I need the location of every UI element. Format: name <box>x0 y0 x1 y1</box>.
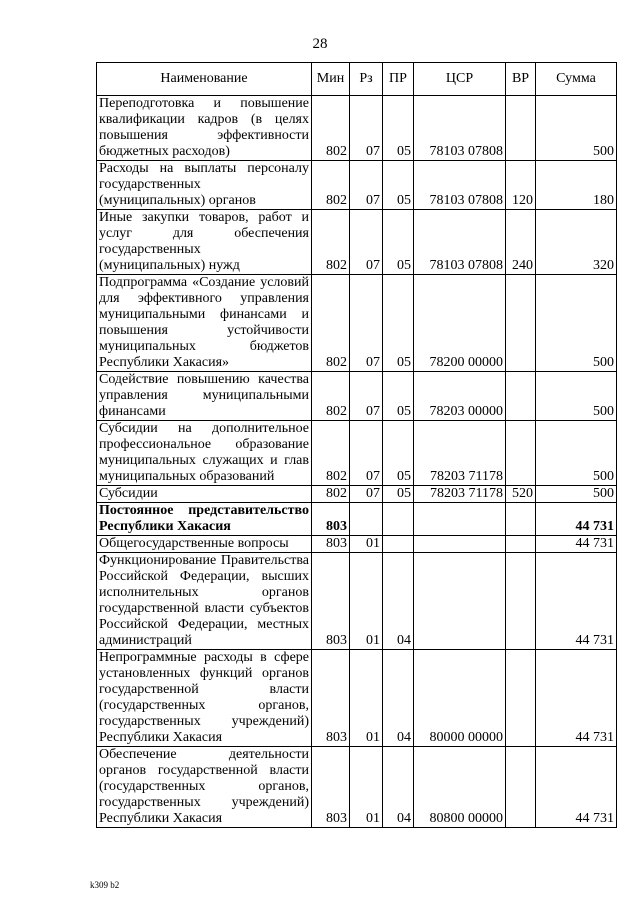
cell-vr <box>506 96 536 161</box>
cell-min: 802 <box>312 210 350 275</box>
cell-rz: 01 <box>350 747 383 828</box>
cell-sum: 500 <box>536 486 617 503</box>
cell-sum: 44 731 <box>536 650 617 747</box>
cell-pr: 05 <box>383 421 414 486</box>
cell-pr: 04 <box>383 747 414 828</box>
page-number: 28 <box>312 36 328 52</box>
cell-name: Расходы на выплаты персоналу государственных (муниципальных) органов <box>97 161 312 210</box>
cell-pr: 05 <box>383 372 414 421</box>
header-vr: ВР <box>506 63 536 96</box>
cell-name: Субсидии <box>97 486 312 503</box>
cell-csr: 78203 71178 <box>414 421 506 486</box>
cell-sum: 44 731 <box>536 553 617 650</box>
cell-pr: 04 <box>383 553 414 650</box>
cell-pr: 05 <box>383 486 414 503</box>
cell-min: 802 <box>312 161 350 210</box>
cell-csr: 78103 07808 <box>414 210 506 275</box>
budget-table <box>96 62 617 828</box>
cell-min: 802 <box>312 96 350 161</box>
cell-csr: 80000 00000 <box>414 650 506 747</box>
cell-name: Обеспечение деятельности органов государственной власти (государственных органов, государственных учреждений) Республики Хакасия <box>97 747 312 828</box>
cell-pr: 05 <box>383 275 414 372</box>
cell-name: Общегосударственные вопросы <box>97 536 312 553</box>
cell-sum: 320 <box>536 210 617 275</box>
table-row <box>97 553 617 650</box>
table-row <box>97 536 617 553</box>
cell-csr: 78203 71178 <box>414 486 506 503</box>
cell-sum: 44 731 <box>536 503 617 536</box>
footer-code: k309 b2 <box>90 880 120 890</box>
cell-name: Постоянное представительство Республики Хакасия <box>97 503 312 536</box>
table-row <box>97 275 617 372</box>
table-row <box>97 421 617 486</box>
cell-rz: 07 <box>350 210 383 275</box>
cell-pr: 05 <box>383 161 414 210</box>
cell-sum: 500 <box>536 372 617 421</box>
cell-min: 803 <box>312 536 350 553</box>
cell-vr: 120 <box>506 161 536 210</box>
cell-rz: 07 <box>350 161 383 210</box>
header-pr: ПР <box>383 63 414 96</box>
cell-pr: 04 <box>383 650 414 747</box>
cell-min: 803 <box>312 650 350 747</box>
cell-vr <box>506 372 536 421</box>
cell-csr: 78203 00000 <box>414 372 506 421</box>
cell-vr <box>506 503 536 536</box>
table-row <box>97 650 617 747</box>
cell-csr <box>414 553 506 650</box>
cell-min: 802 <box>312 372 350 421</box>
cell-sum: 500 <box>536 421 617 486</box>
cell-rz <box>350 503 383 536</box>
cell-csr <box>414 536 506 553</box>
cell-vr <box>506 553 536 650</box>
cell-sum: 500 <box>536 275 617 372</box>
table-row <box>97 96 617 161</box>
cell-vr <box>506 747 536 828</box>
cell-sum: 180 <box>536 161 617 210</box>
cell-pr <box>383 536 414 553</box>
table-row <box>97 503 617 536</box>
cell-pr: 05 <box>383 210 414 275</box>
table-row <box>97 210 617 275</box>
cell-vr <box>506 421 536 486</box>
cell-name: Подпрограмма «Создание условий для эффективного управления муниципальными финансами и повышения устойчивости муниципальных бюджетов Республики Хакасия» <box>97 275 312 372</box>
cell-vr: 520 <box>506 486 536 503</box>
cell-min: 802 <box>312 421 350 486</box>
cell-rz: 07 <box>350 421 383 486</box>
cell-vr <box>506 650 536 747</box>
header-sum: Сумма <box>536 63 617 96</box>
header-rz: Рз <box>350 63 383 96</box>
cell-vr <box>506 536 536 553</box>
cell-name: Функционирование Правительства Российской Федерации, высших исполнительных органов государственной власти субъектов Российской Федерации, местных администраций <box>97 553 312 650</box>
cell-rz: 07 <box>350 372 383 421</box>
table-row <box>97 747 617 828</box>
cell-name: Непрограммные расходы в сфере установленных функций органов государственной власти (государственных органов, государственных учреждений) Республики Хакасия <box>97 650 312 747</box>
cell-rz: 07 <box>350 275 383 372</box>
cell-sum: 44 731 <box>536 747 617 828</box>
cell-sum: 500 <box>536 96 617 161</box>
table-row <box>97 486 617 503</box>
header-min: Мин <box>312 63 350 96</box>
table-row <box>97 372 617 421</box>
cell-name: Иные закупки товаров, работ и услуг для обеспечения государственных (муниципальных) нужд <box>97 210 312 275</box>
cell-rz: 07 <box>350 96 383 161</box>
cell-min: 803 <box>312 553 350 650</box>
cell-csr <box>414 503 506 536</box>
header-name: Наименование <box>97 63 312 96</box>
header-csr: ЦСР <box>414 63 506 96</box>
cell-sum: 44 731 <box>536 536 617 553</box>
cell-min: 803 <box>312 503 350 536</box>
cell-rz: 01 <box>350 536 383 553</box>
cell-rz: 07 <box>350 486 383 503</box>
cell-min: 802 <box>312 486 350 503</box>
cell-csr: 78103 07808 <box>414 161 506 210</box>
cell-vr: 240 <box>506 210 536 275</box>
cell-pr: 05 <box>383 96 414 161</box>
cell-min: 802 <box>312 275 350 372</box>
table-header-row <box>97 63 617 96</box>
table-row <box>97 161 617 210</box>
cell-rz: 01 <box>350 650 383 747</box>
cell-pr <box>383 503 414 536</box>
cell-csr: 80800 00000 <box>414 747 506 828</box>
cell-name: Субсидии на дополнительное профессиональное образование муниципальных служащих и глав муниципальных образований <box>97 421 312 486</box>
cell-csr: 78103 07808 <box>414 96 506 161</box>
cell-name: Содействие повышению качества управления муниципальными финансами <box>97 372 312 421</box>
cell-vr <box>506 275 536 372</box>
cell-rz: 01 <box>350 553 383 650</box>
cell-name: Переподготовка и повышение квалификации кадров (в целях повышения эффективности бюджетных расходов) <box>97 96 312 161</box>
cell-min: 803 <box>312 747 350 828</box>
cell-csr: 78200 00000 <box>414 275 506 372</box>
